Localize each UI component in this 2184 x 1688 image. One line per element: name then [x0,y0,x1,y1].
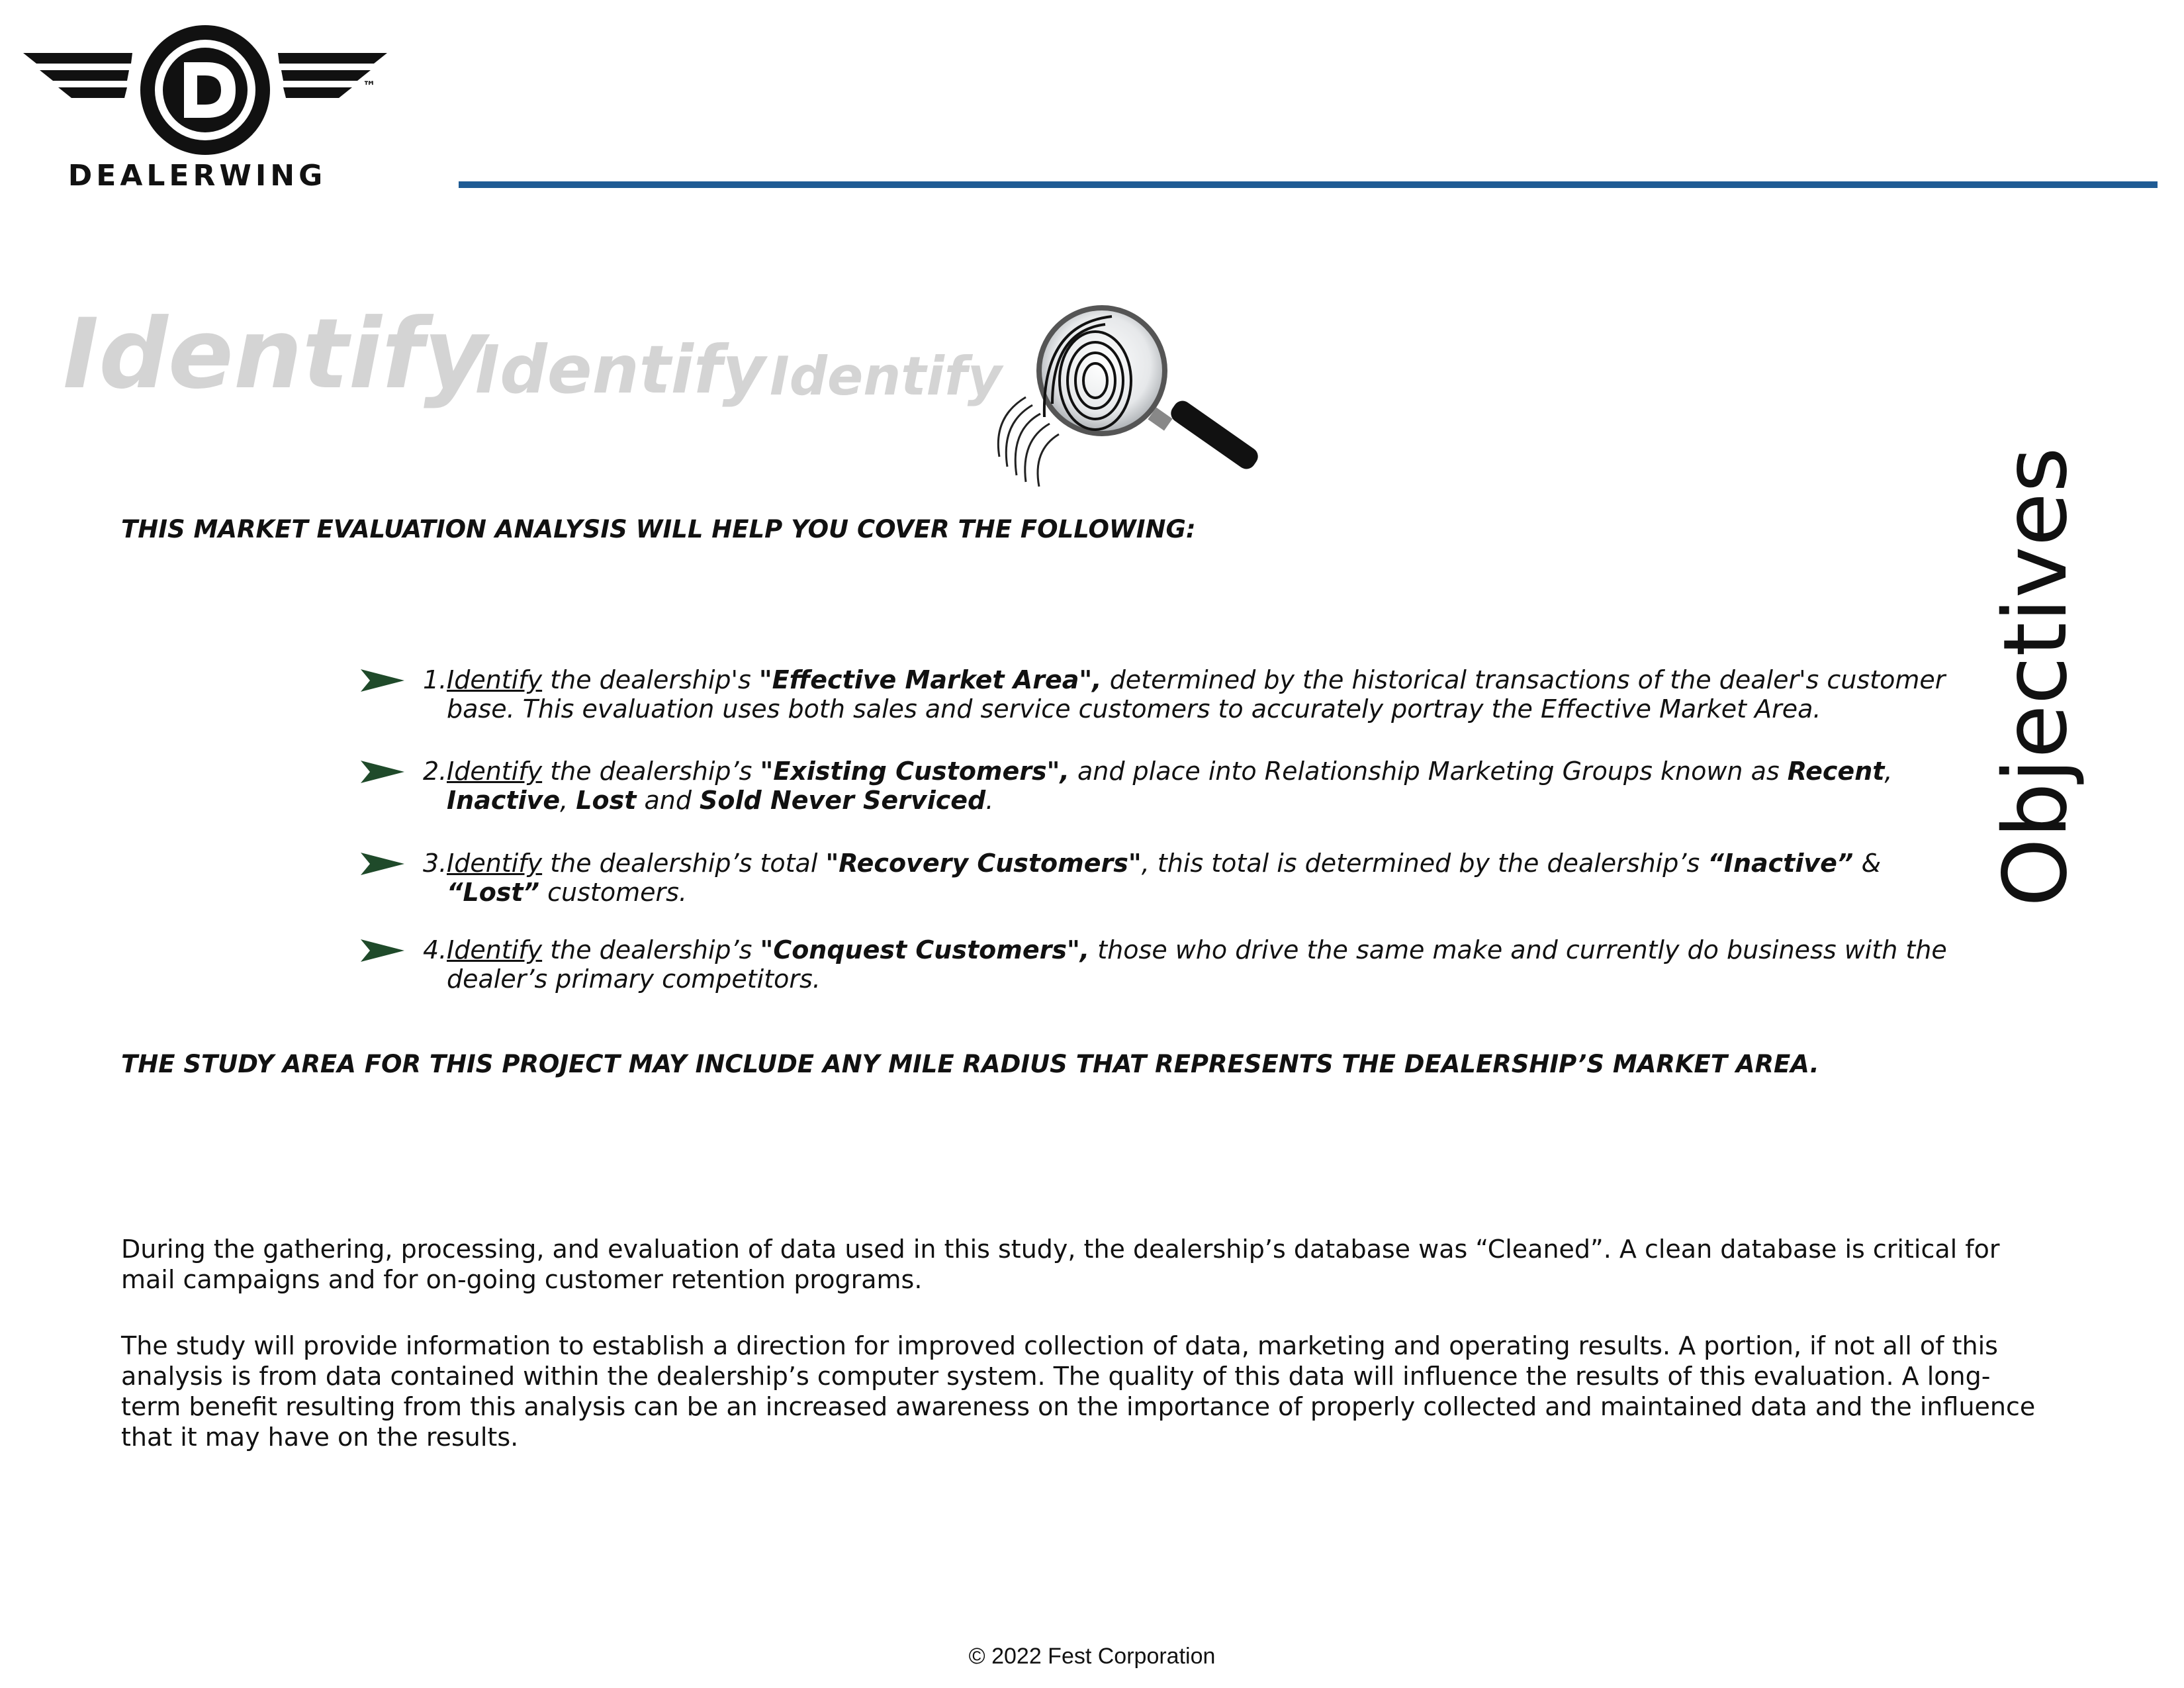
objective-emphasis: "Recovery Customers" [825,849,1142,878]
objective-text-segment: the dealership’s [542,935,760,964]
objective-text [447,665,1949,724]
objective-emphasis: "Existing Customers", [760,757,1069,786]
objectives-side-title: Objectives [1985,447,2087,907]
objective-text-segment: the dealership's [542,665,759,694]
hero-word-small: Identify [770,346,1002,407]
objective-text-segment: . [985,786,994,815]
identify-verb: Identify [447,665,543,694]
objective-emphasis: Recent [1787,757,1885,786]
identify-verb: Identify [447,935,543,964]
objective-text-segment: those who drive the same make and currently do business with the dealer’s primary competitors. [447,935,1947,994]
objective-text-segment: and [636,786,700,815]
arrow-bullet-icon [361,761,404,783]
paragraph-database-cleaning: During the gathering, processing, and evaluation of data used in this study, the dealership’s database was “Cleaned”. A clean database is critical for mail campaigns and for on-going customer retention programs. [121,1235,2000,1294]
winged-d-emblem-icon [20,19,390,158]
arrow-bullet-icon [361,939,404,962]
magnifier-fingerprint-icon [986,305,1304,503]
objective-emphasis: Inactive [447,786,561,815]
objective-text-segment: and place into Relationship Marketing Groups known as [1069,757,1788,786]
paragraph-study-benefits: The study will provide information to establish a direction for improved collection of data, marketing and operating results. A portion, if not all of this analysis is from data contained within the dealership’s computer system. The quality of this data will influence the results of this evaluation. A long-term benefit resulting from this analysis can be an increased awareness on the importance of properly collected and maintained data and the influence that it may have on the results. [121,1331,2036,1452]
objective-text-segment: determined by the historical transactions of the dealer's customer base. This evaluation uses both sales and service customers to accurately portray the Effective Market Area. [447,665,1946,724]
identify-verb: Identify [447,849,543,878]
objective-emphasis: "Conquest Customers", [760,935,1090,964]
hero-word-medium: Identify [475,331,766,408]
objective-text [447,849,1949,907]
objective-text-segment: the dealership’s [542,757,760,786]
objective-text-segment: , [560,786,576,815]
objective-number: 4. [423,935,447,964]
objective-emphasis: Lost [576,786,637,815]
objective-emphasis: "Effective Market Area", [758,665,1102,694]
objective-emphasis: “Lost” [447,878,540,907]
objective-text [447,935,1949,994]
objective-text-segment: , this total is determined by the dealership’s [1141,849,1708,878]
objective-text [447,757,1949,815]
objective-text-segment: the dealership’s total [542,849,826,878]
objective-emphasis: “Inactive” [1707,849,1854,878]
copyright-footer: © 2022 Fest Corporation [968,1644,1216,1669]
objective-emphasis: Sold Never Serviced [700,786,986,815]
objective-number: 2. [423,757,447,786]
objective-text-segment: customers. [539,878,687,907]
objective-number: 1. [423,665,447,694]
arrow-bullet-icon [361,853,404,875]
hero-word-large: Identify [63,298,487,410]
objective-number: 3. [423,849,447,878]
objective-text-segment: , [1884,757,1893,786]
trademark-mark: ™ [363,78,376,94]
arrow-bullet-icon [361,669,404,692]
intro-heading: THIS MARKET EVALUATION ANALYSIS WILL HELP YOU COVER THE FOLLOWING: [121,515,1196,543]
brand-name: DEALERWING [68,159,327,193]
header-divider [459,181,2158,188]
study-area-heading: THE STUDY AREA FOR THIS PROJECT MAY INCLUDE ANY MILE RADIUS THAT REPRESENTS THE DEALERSHIP’S MARKET AREA. [121,1050,1819,1078]
objective-text-segment: & [1853,849,1882,878]
identify-verb: Identify [447,757,543,786]
